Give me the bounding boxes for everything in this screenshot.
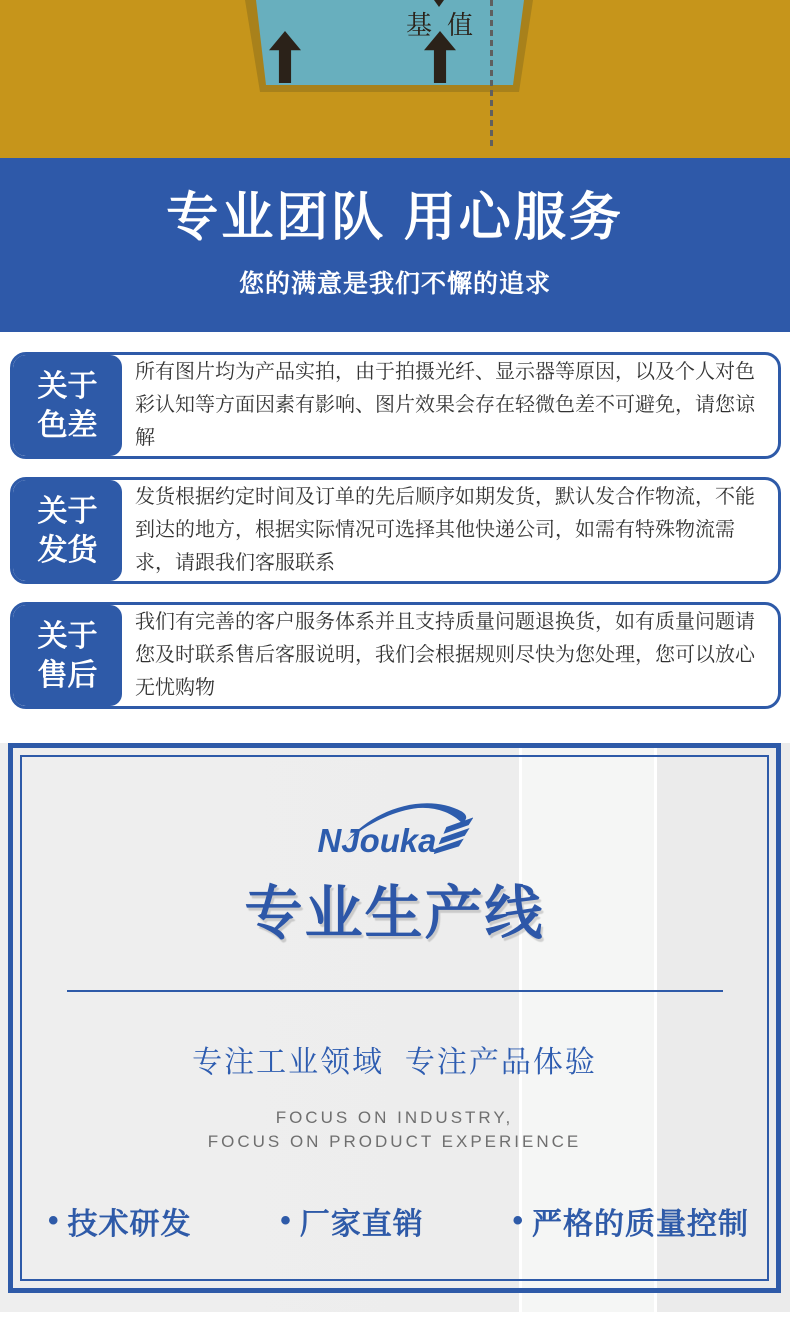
notice-card-shipping: [10, 477, 781, 584]
machine-diagram: [0, 0, 790, 158]
base-value-char-left: 基: [406, 10, 433, 40]
hopper-shape: [0, 0, 790, 85]
production-promo: [0, 743, 790, 1312]
notice-text: 发货根据约定时间及订单的先后顺序如期发货，默认发合作物流，不能到达的地方，根据实际情况可选择其他快递公司，如需有特殊物流需求，请跟我们客服联系: [135, 486, 755, 574]
feature-bullet-label: 厂家直销: [299, 1208, 424, 1241]
notice-text: 所有图片均为产品实拍，由于拍摄光纤、显示器等原因，以及个人对色彩认知等方面因素有影响、图片效果会存在轻微色差不可避免，请您谅解: [135, 361, 755, 449]
label-line: 发货: [37, 533, 98, 567]
banner-title: 专业团队 用心服务: [166, 188, 624, 247]
promo-heading: 专业生产线: [244, 881, 545, 946]
notice-card-aftersale: [10, 602, 781, 709]
label-line: 色差: [37, 408, 98, 442]
promo-inner-frame: [20, 755, 769, 1281]
logo-text: NJouka: [317, 822, 436, 859]
notice-text: 我们有完善的客户服务体系并且支持质量问题退换货，如有质量问题请您及时联系售后客服说明，我们会根据规则尽快为您处理，您可以放心无忧购物: [135, 611, 755, 699]
notice-card-color: [10, 352, 781, 459]
feature-bullet-direct: [280, 1199, 424, 1243]
base-value-char-right: 值: [447, 10, 474, 40]
notice-card-label: [13, 605, 122, 706]
label-line: 售后: [37, 658, 98, 692]
feature-bullet-label: 技术研发: [67, 1208, 192, 1241]
label-line: 关于: [37, 494, 98, 528]
bullet-dot-icon: •: [280, 1204, 292, 1237]
feature-bullets: [22, 1199, 767, 1243]
brand-logo: [22, 797, 767, 864]
bullet-dot-icon: •: [48, 1204, 60, 1237]
notice-card-label: [13, 480, 122, 581]
njouka-logo-icon: [317, 797, 473, 859]
label-line: 关于: [37, 369, 98, 403]
notice-card-body: [122, 605, 778, 706]
notice-card-body: [122, 355, 778, 456]
label-line: 关于: [37, 619, 98, 653]
base-value-label: [406, 5, 473, 42]
feature-bullet-rd: [48, 1199, 192, 1243]
notice-card-label: [13, 355, 122, 456]
promo-tagline-en-2: FOCUS ON PRODUCT EXPERIENCE: [207, 1132, 582, 1151]
service-banner: [0, 158, 790, 332]
promo-tagline-en-1: FOCUS ON INDUSTRY,: [275, 1108, 514, 1127]
dashed-guide-line: [490, 0, 493, 147]
promo-outer-frame: [8, 743, 781, 1293]
feature-bullet-label: 严格的质量控制: [531, 1208, 749, 1241]
promo-tagline: 专注工业领域 专注产品体验: [192, 1046, 597, 1079]
divider: [67, 990, 723, 992]
notice-cards: [0, 332, 790, 733]
notice-card-body: [122, 480, 778, 581]
feature-bullet-quality: [512, 1199, 749, 1243]
bullet-dot-icon: •: [512, 1204, 524, 1237]
banner-subtitle: 您的满意是我们不懈的追求: [238, 270, 551, 299]
